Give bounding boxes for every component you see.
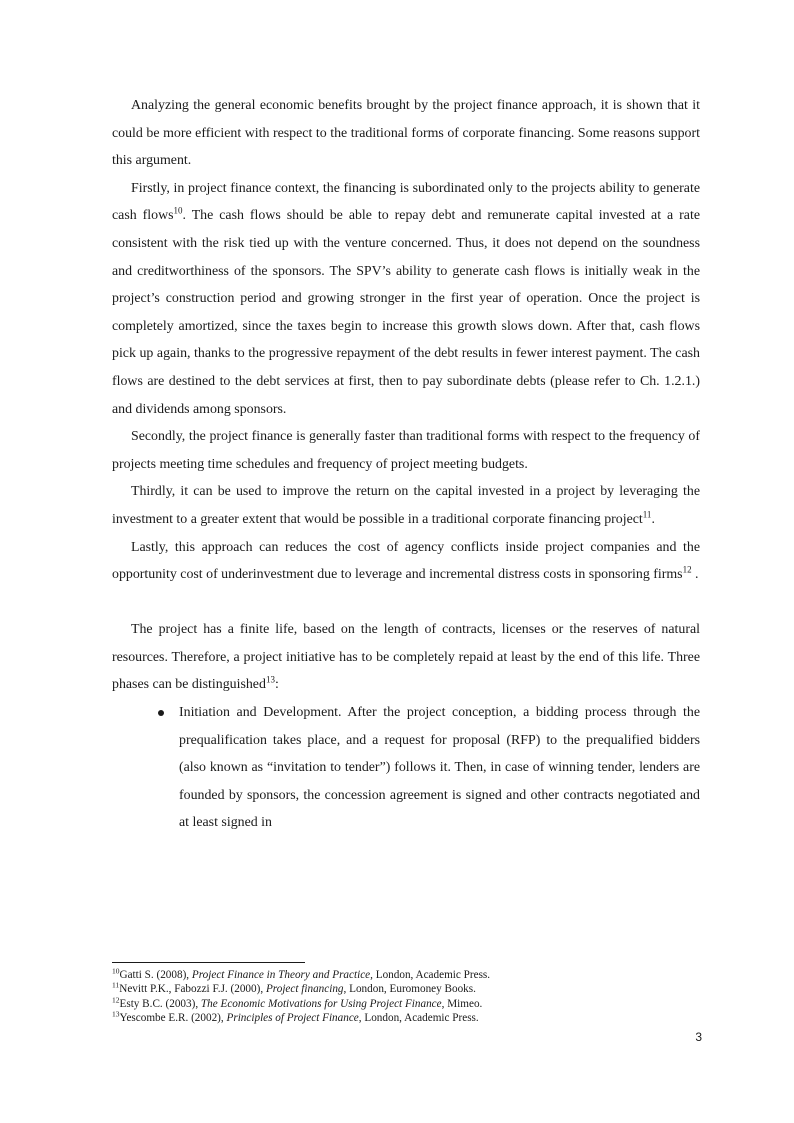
phases-list [112,699,700,837]
paragraph-lastly: Lastly, this approach can reduces the cost of agency conflicts inside project companies and the opportunity cost of underinvestment due to leverage and incremental distress costs in sponsoring firms$^{12}$ . [112,539,700,583]
footnote-separator [112,962,305,963]
body-text [112,92,700,837]
footnote-ref-11: 11 [642,509,652,520]
footnote-12: $^{12}$Esty B.C. (2003), The Economic Motivations for Using Project Finance, Mimeo. [112,994,483,1010]
list-item: Initiation and Development. After the project conception, a bidding process through the prequalification takes place, and a request for proposal (RFP) to the prequalified bidders (also known as “invitation to tender”) follows it. Then, in case of winning tender, lenders are founded by sponsors, the concession agreement is signed and other contracts negotiated and at least signed in [112,699,700,837]
footnote-11: $^{11}$Nevitt P.K., Fabozzi F.J. (2000), Project financing, London, Euromoney Books. [112,980,476,996]
paragraph-project-life: The project has a finite life, based on the length of contracts, licenses or the reserves of natural resources. Therefore, a project initiative has to be completely repaid at least by the end of this life. Three phases can be distinguished$^{13}$: [112,622,700,693]
paragraph-secondly: Secondly, the project finance is generally faster than traditional forms with respect to the frequency of projects meeting time schedules and frequency of project meeting budgets. [112,429,700,472]
footnote-ref-12: 12 [682,564,692,575]
footnote-10: $^{10}$Gatti S. (2008), Project Finance in Theory and Practice, London, Academic Press. [112,966,491,981]
footnotes [112,968,700,1025]
paragraph-firstly: Firstly, in project finance context, the financing is subordinated only to the projects ability to generate cash flows$^{10}$. The cash flows should be able to repay debt and remunerate capital invested at a rate consistent with the risk tied up with the venture concerned. Thus, it does not depend on the soundness and creditworthiness of the sponsors. The SPV’s ability to generate cash flows is initially weak in the project’s construction period and growing stronger in the first year of operation. Once the project is completely amortized, since the taxes begin to increase this growth slows down. After that, cash flows pick up again, thanks to the progressive repayment of the debt results in fewer interest payment. The cash flows are destined to the debt services at first, then to pay subordinate debts (please refer to Ch. 1.2.1.) and dividends among sponsors. [112,180,700,417]
footnote-ref-13: 13 [265,674,275,685]
paragraph-thirdly: Thirdly, it can be used to improve the return on the capital invested in a project by leveraging the investment to a greater extent that would be possible in a traditional corporate financing project$^{11}$. [112,484,700,527]
footnote-13: $^{13}$Yescombe E.R. (2002), Principles of Project Finance, London, Academic Press. [112,1009,479,1024]
paragraph-spacer [112,589,700,617]
footnote-ref-10: 10 [173,205,183,216]
page-number: 3 [695,1030,702,1044]
paragraph-intro: Analyzing the general economic benefits brought by the project finance approach, it is shown that it could be more efficient with respect to the traditional forms of corporate financing. Some reasons support this argument. [112,98,700,169]
bullet-icon [158,710,164,716]
